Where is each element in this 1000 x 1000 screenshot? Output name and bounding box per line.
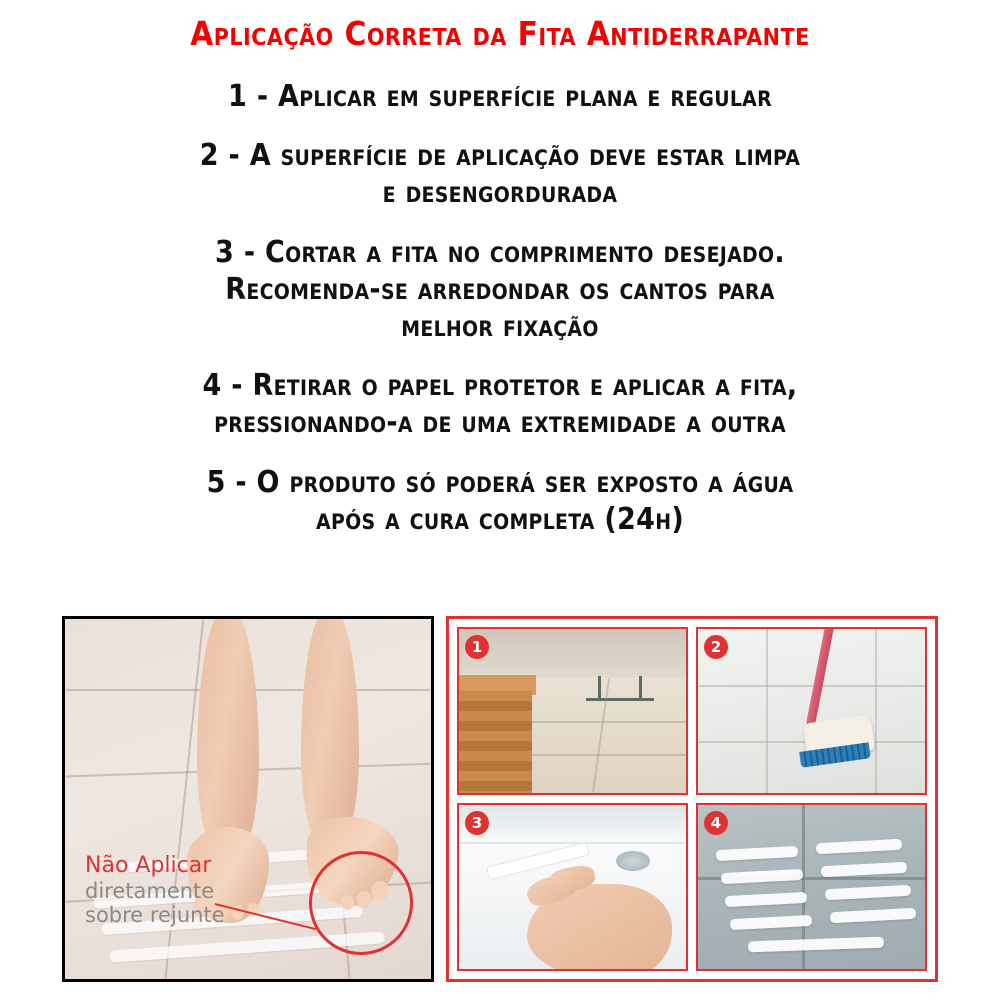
step-2-line-2: e desengordurada bbox=[382, 175, 618, 211]
step-item-3 bbox=[40, 234, 960, 346]
photo-badge-2: 2 bbox=[704, 635, 728, 659]
step-4-line-2: pressionando-a de uma extremidade a outra bbox=[214, 405, 786, 441]
photo-step-applied-strips-on-tiles bbox=[696, 803, 927, 971]
instruction-steps-list bbox=[40, 78, 960, 560]
tile-line bbox=[875, 629, 877, 793]
antislip-strip bbox=[716, 845, 798, 860]
step-3-line-2: Recomenda-se arredondar os cantos para bbox=[225, 271, 775, 307]
callout-line-3: sobre rejunte bbox=[85, 902, 225, 927]
step-5-line-2: após a cura completa (24h) bbox=[316, 501, 684, 537]
photo-grid bbox=[446, 616, 938, 982]
step-item-2 bbox=[40, 137, 960, 211]
antislip-strip bbox=[730, 914, 812, 929]
step-3-line-3: melhor fixação bbox=[401, 308, 599, 344]
right-leg bbox=[301, 616, 359, 849]
mop-handle bbox=[806, 627, 835, 727]
photo-step-flat-regular-floor bbox=[457, 627, 688, 795]
photo-badge-4: 4 bbox=[704, 811, 728, 835]
step-3-line-1: 3 - Cortar a fita no comprimento desejado. bbox=[215, 234, 785, 270]
tile-line bbox=[766, 629, 768, 793]
antislip-strip bbox=[748, 937, 884, 953]
step-item-5 bbox=[40, 464, 960, 538]
antislip-strip bbox=[816, 839, 903, 854]
tile-line bbox=[698, 685, 925, 687]
furniture-legs bbox=[586, 659, 654, 702]
callout-line-2: diretamente bbox=[85, 878, 215, 903]
step-2-line-1: 2 - A superfície de aplicação deve estar limpa bbox=[199, 138, 801, 174]
wooden-stairs bbox=[459, 691, 532, 793]
left-leg bbox=[197, 616, 259, 859]
page-title: Aplicação Correta da Fita Antiderrapante bbox=[190, 14, 810, 53]
antislip-strip bbox=[725, 891, 807, 906]
step-4-line-1: 4 - Retirar o papel protetor e aplicar a fita, bbox=[202, 368, 798, 404]
antislip-strip bbox=[825, 885, 912, 900]
photo-step-clean-surface-with-mop bbox=[696, 627, 927, 795]
step-item-4 bbox=[40, 367, 960, 441]
antislip-strip bbox=[820, 862, 907, 877]
tile-line bbox=[532, 754, 686, 756]
drain bbox=[616, 851, 650, 871]
photo-step-press-strip-with-hand bbox=[457, 803, 688, 971]
step-5-line-1: 5 - O produto só poderá ser exposto a água bbox=[206, 464, 794, 500]
photo-badge-1: 1 bbox=[465, 635, 489, 659]
callout-line-1: Não Aplicar bbox=[85, 853, 212, 879]
tile-line bbox=[532, 721, 686, 723]
left-photo bbox=[62, 616, 434, 982]
photo-badge-3: 3 bbox=[465, 811, 489, 835]
callout-circle bbox=[309, 851, 413, 955]
antislip-strip bbox=[720, 868, 802, 883]
antislip-strip bbox=[829, 908, 916, 923]
tub-edge bbox=[459, 805, 686, 844]
callout-text bbox=[85, 853, 305, 927]
photo-section bbox=[62, 616, 938, 982]
step-1-line-1: 1 - Aplicar em superfície plana e regular bbox=[228, 79, 772, 114]
step-item-1 bbox=[40, 78, 960, 115]
